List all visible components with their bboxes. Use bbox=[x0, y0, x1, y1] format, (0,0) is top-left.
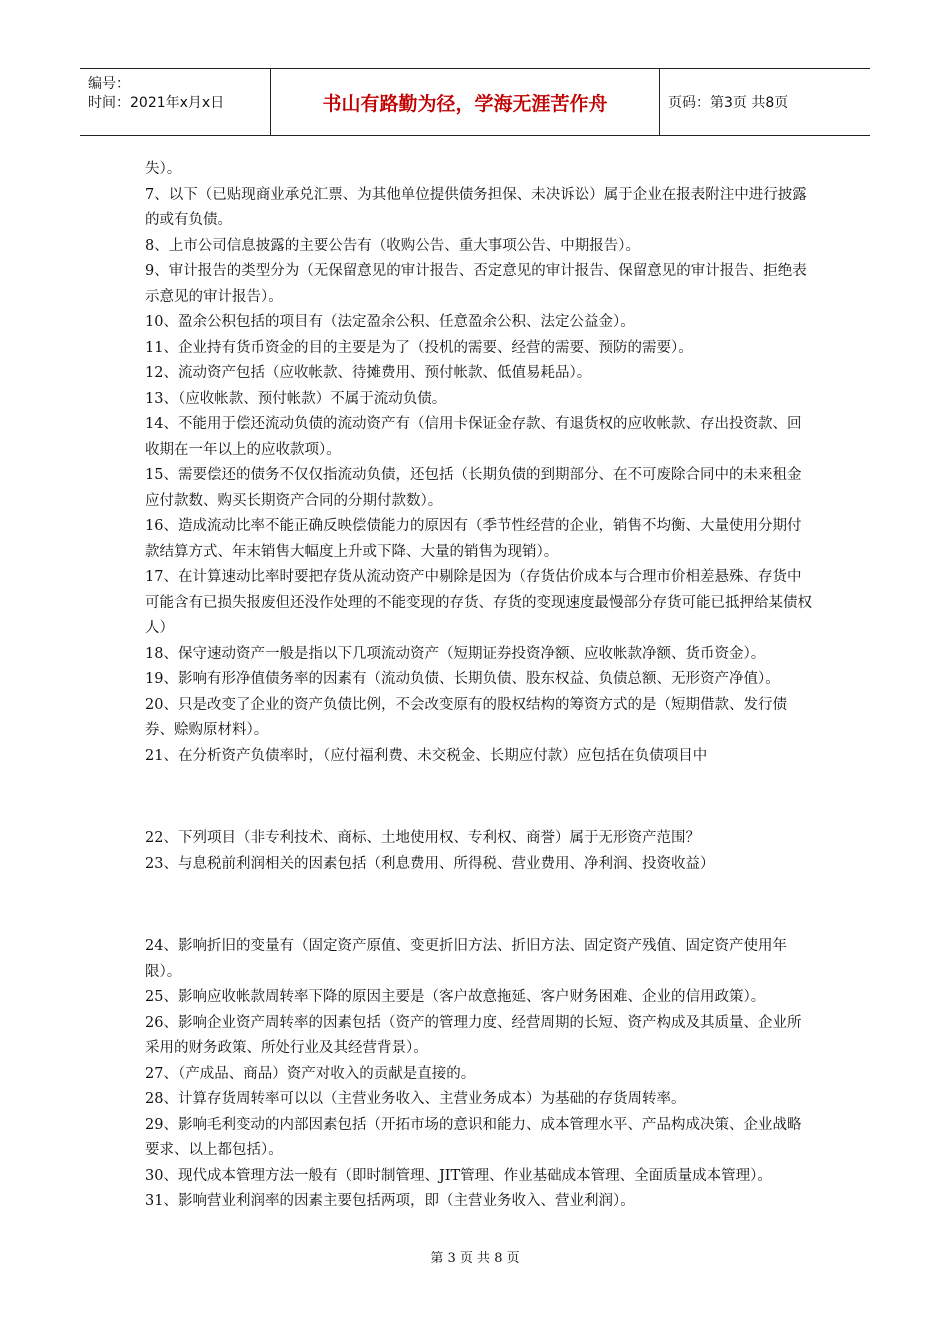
paragraph: 30、现代成本管理方法一般有（即时制管理、JIT管理、作业基础成本管理、全面质量成本管理）。 bbox=[145, 1167, 772, 1184]
paragraph: 21、在分析资产负债率时，（应付福利费、未交税金、长期应付款）应包括在负债项目中 bbox=[145, 747, 708, 764]
paragraph: 26、影响企业资产周转率的因素包括（资产的管理力度、经营周期的长短、资产构成及其质量、企业所采用的财务政策、所处行业及其经营背景）。 bbox=[145, 1014, 802, 1056]
paragraph: 9、审计报告的类型分为（无保留意见的审计报告、否定意见的审计报告、保留意见的审计报告、拒绝表示意见的审计报告）。 bbox=[145, 263, 807, 305]
paragraph: 10、盈余公积包括的项目有（法定盈余公积、任意盈余公积、法定公益金）。 bbox=[145, 314, 635, 330]
paragraph: 16、造成流动比率不能正确反映偿债能力的原因有（季节性经营的企业，销售不均衡、大量使用分期付款结算方式、年末销售大幅度上升或下降、大量的销售为现销）。 bbox=[145, 518, 802, 560]
paragraph: 27、（产成品、商品）资产对收入的贡献是直接的。 bbox=[145, 1065, 476, 1082]
paragraph: 23、与息税前利润相关的因素包括（利息费用、所得税、营业费用、净利润、投资收益） bbox=[145, 855, 715, 872]
paragraph: 22、下列项目（非专利技术、商标、土地使用权、专利权、商誉）属于无形资产范围？ bbox=[145, 830, 700, 846]
paragraph: 15、需要偿还的债务不仅仅指流动负债，还包括（长期负债的到期部分、在不可废除合同中的未来租金应付款数、购买长期资产合同的分期付款数）。 bbox=[145, 467, 802, 509]
blank-line bbox=[145, 785, 813, 810]
paragraph: 20、只是改变了企业的资产负债比例，不会改变原有的股权结构的筹资方式的是（短期借款、发行债券、赊购原材料）。 bbox=[145, 696, 787, 738]
document-number-label: 编号： bbox=[88, 76, 130, 92]
blank-line bbox=[145, 893, 813, 918]
paragraph: 失）。 bbox=[145, 161, 182, 177]
document-time-label: 时间：2021年x月x日 bbox=[88, 95, 225, 111]
paragraph: 14、不能用于偿还流动负债的流动资产有（信用卡保证金存款、有退货权的应收帐款、存出投资款、回收期在一年以上的应收款项）。 bbox=[145, 416, 802, 458]
paragraph: 28、计算存货周转率可以以（主营业务收入、主营业务成本）为基础的存货周转率。 bbox=[145, 1091, 686, 1107]
paragraph: 24、影响折旧的变量有（固定资产原值、变更折旧方法、折旧方法、固定资产残值、固定资产使用年限）。 bbox=[145, 938, 787, 980]
header-page-info bbox=[660, 69, 870, 135]
paragraph: 19、影响有形净值债务率的因素有（流动负债、长期负债、股东权益、负债总额、无形资产净值）。 bbox=[145, 671, 780, 687]
header-meta bbox=[80, 69, 271, 135]
paragraph: 29、影响毛利变动的内部因素包括（开拓市场的意识和能力、成本管理水平、产品构成决策、企业战略要求、以上都包括）。 bbox=[145, 1116, 802, 1158]
paragraph: 18、保守速动资产一般是指以下几项流动资产（短期证券投资净额、应收帐款净额、货币资金）。 bbox=[145, 645, 766, 662]
motto-text: 书山有路勤为径，学海无涯苦作舟 bbox=[322, 92, 608, 115]
page-info-text: 页码：第3页 共8页 bbox=[668, 95, 789, 111]
paragraph: 25、影响应收帐款周转率下降的原因主要是（客户故意拖延、客户财务困难、企业的信用政策）。 bbox=[145, 989, 766, 1005]
page-header bbox=[80, 68, 870, 136]
paragraph: 13、（应收帐款、预付帐款）不属于流动负债。 bbox=[145, 390, 447, 407]
paragraph: 11、企业持有货币资金的目的主要是为了（投机的需要、经营的需要、预防的需要）。 bbox=[145, 339, 693, 356]
paragraph: 8、上市公司信息披露的主要公告有（收购公告、重大事项公告、中期报告）。 bbox=[145, 237, 640, 254]
page-footer bbox=[0, 1247, 950, 1266]
header-motto bbox=[271, 69, 660, 135]
paragraph: 7、以下（已贴现商业承兑汇票、为其他单位提供债务担保、未决诉讼）属于企业在报表附注中进行披露的或有负债。 bbox=[145, 186, 807, 228]
paragraph: 12、流动资产包括（应收帐款、待摊费用、预付帐款、低值易耗品）。 bbox=[145, 365, 592, 381]
paragraph: 31、影响营业利润率的因素主要包括两项，即（主营业务收入、营业利润）。 bbox=[145, 1193, 635, 1209]
footer-page-number: 第 3 页 共 8 页 bbox=[430, 1251, 520, 1266]
document-body bbox=[145, 157, 813, 1215]
paragraph: 17、在计算速动比率时要把存货从流动资产中剔除是因为（存货估价成本与合理市价相差悬殊、存货中可能含有已损失报废但还没作处理的不能变现的存货、存货的变现速度最慢部分存货可能已抵押给某债权人） bbox=[145, 569, 812, 636]
